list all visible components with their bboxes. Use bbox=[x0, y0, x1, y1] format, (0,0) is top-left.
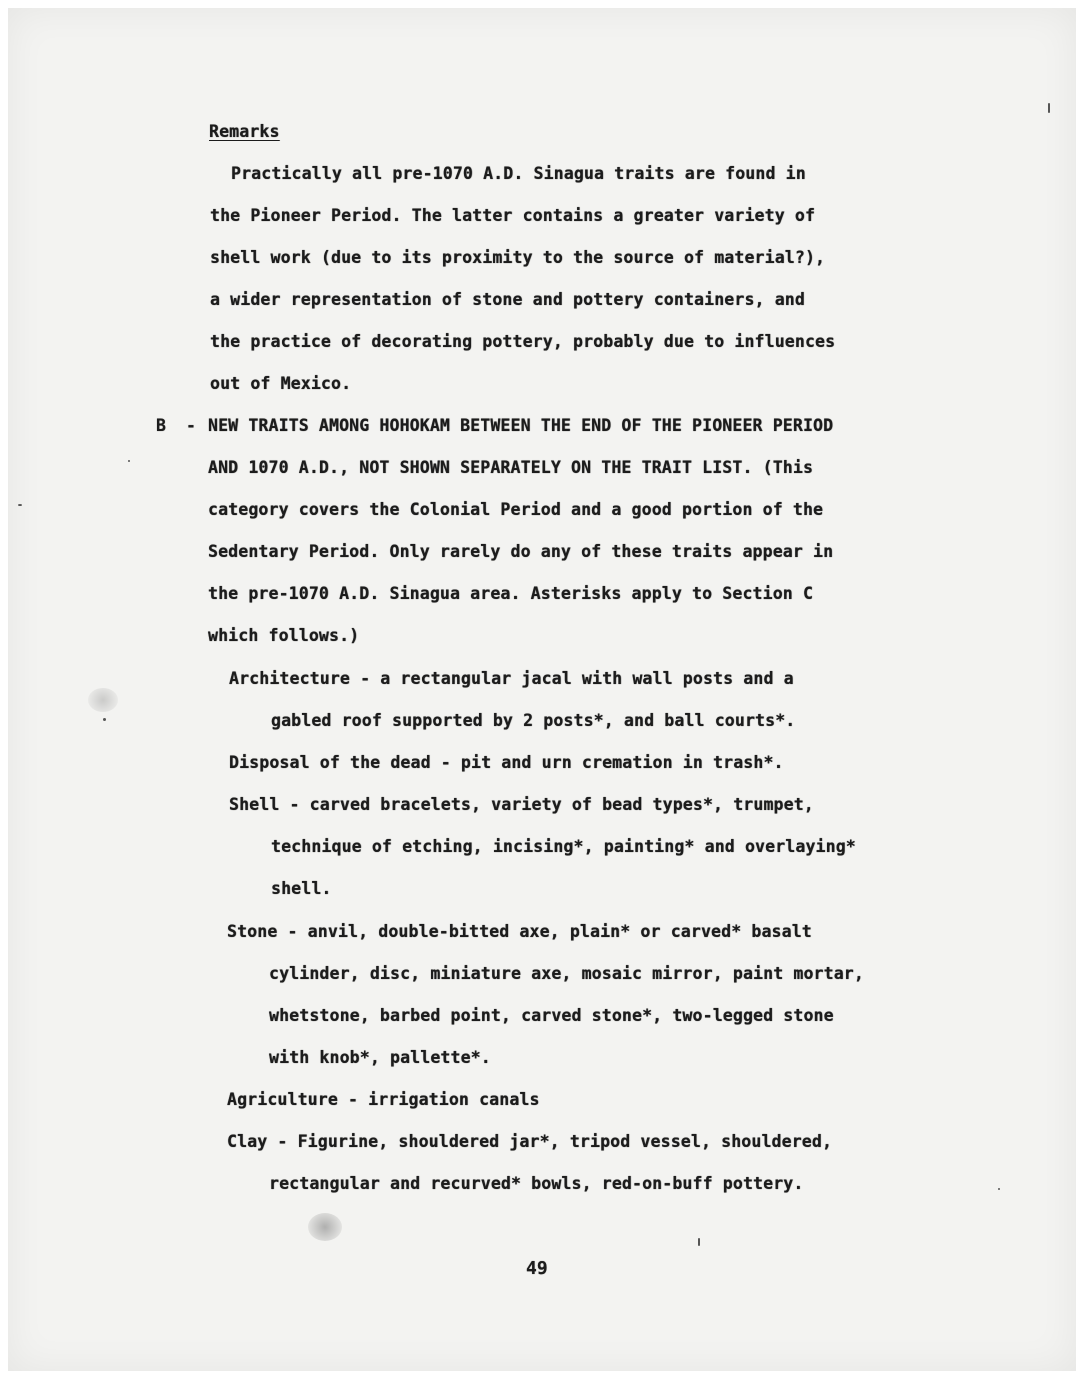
section-b-line-6: which follows.) bbox=[208, 626, 360, 645]
scan-speck bbox=[1048, 103, 1050, 113]
remarks-line-3: shell work (due to its proximity to the source of material?), bbox=[210, 248, 826, 267]
trait-stone-cont-1: cylinder, disc, miniature axe, mosaic mirror, paint mortar, bbox=[269, 964, 864, 983]
scan-speck bbox=[698, 1238, 700, 1246]
remarks-line-2: the Pioneer Period. The latter contains a greater variety of bbox=[210, 206, 816, 225]
scan-speck bbox=[18, 504, 22, 506]
trait-shell-cont-1: technique of etching, incising*, painting* and overlaying* bbox=[271, 837, 856, 856]
remarks-heading: Remarks bbox=[209, 122, 280, 141]
trait-shell: Shell - carved bracelets, variety of bead types*, trumpet, bbox=[229, 795, 814, 814]
scan-speck bbox=[998, 1188, 1000, 1190]
trait-shell-cont-2: shell. bbox=[271, 879, 332, 898]
section-b-line-4: Sedentary Period. Only rarely do any of these traits appear in bbox=[208, 542, 834, 561]
section-b-dash: - bbox=[186, 416, 196, 435]
trait-stone: Stone - anvil, double-bitted axe, plain* or carved* basalt bbox=[227, 922, 812, 941]
section-b-line-3: category covers the Colonial Period and a good portion of the bbox=[208, 500, 824, 519]
trait-clay: Clay - Figurine, shouldered jar*, tripod vessel, shouldered, bbox=[227, 1132, 833, 1151]
section-b-marker: B bbox=[156, 416, 166, 435]
scan-smudge bbox=[308, 1213, 342, 1241]
section-b-line-5: the pre-1070 A.D. Sinagua area. Asterisks apply to Section C bbox=[208, 584, 814, 603]
trait-stone-cont-2: whetstone, barbed point, carved stone*, two-legged stone bbox=[269, 1006, 834, 1025]
page-number: 49 bbox=[526, 1258, 548, 1279]
trait-stone-cont-3: with knob*, pallette*. bbox=[269, 1048, 491, 1067]
trait-architecture-cont: gabled roof supported by 2 posts*, and ball courts*. bbox=[271, 711, 796, 730]
section-b-line-2: AND 1070 A.D., NOT SHOWN SEPARATELY ON THE TRAIT LIST. (This bbox=[208, 458, 814, 477]
remarks-line-5: the practice of decorating pottery, probably due to influences bbox=[210, 332, 836, 351]
section-b-line-1: NEW TRAITS AMONG HOHOKAM BETWEEN THE END OF THE PIONEER PERIOD bbox=[208, 416, 834, 435]
trait-clay-cont: rectangular and recurved* bowls, red-on-buff pottery. bbox=[269, 1174, 804, 1193]
trait-disposal: Disposal of the dead - pit and urn cremation in trash*. bbox=[229, 753, 784, 772]
remarks-line-1: Practically all pre-1070 A.D. Sinagua traits are found in bbox=[231, 164, 806, 183]
remarks-line-6: out of Mexico. bbox=[210, 374, 352, 393]
scan-speck bbox=[103, 718, 106, 721]
trait-agriculture: Agriculture - irrigation canals bbox=[227, 1090, 540, 1109]
remarks-line-4: a wider representation of stone and pottery containers, and bbox=[210, 290, 805, 309]
scan-smudge bbox=[88, 688, 118, 712]
scan-speck bbox=[128, 460, 130, 462]
trait-architecture: Architecture - a rectangular jacal with wall posts and a bbox=[229, 669, 794, 688]
document-page bbox=[8, 8, 1076, 1371]
